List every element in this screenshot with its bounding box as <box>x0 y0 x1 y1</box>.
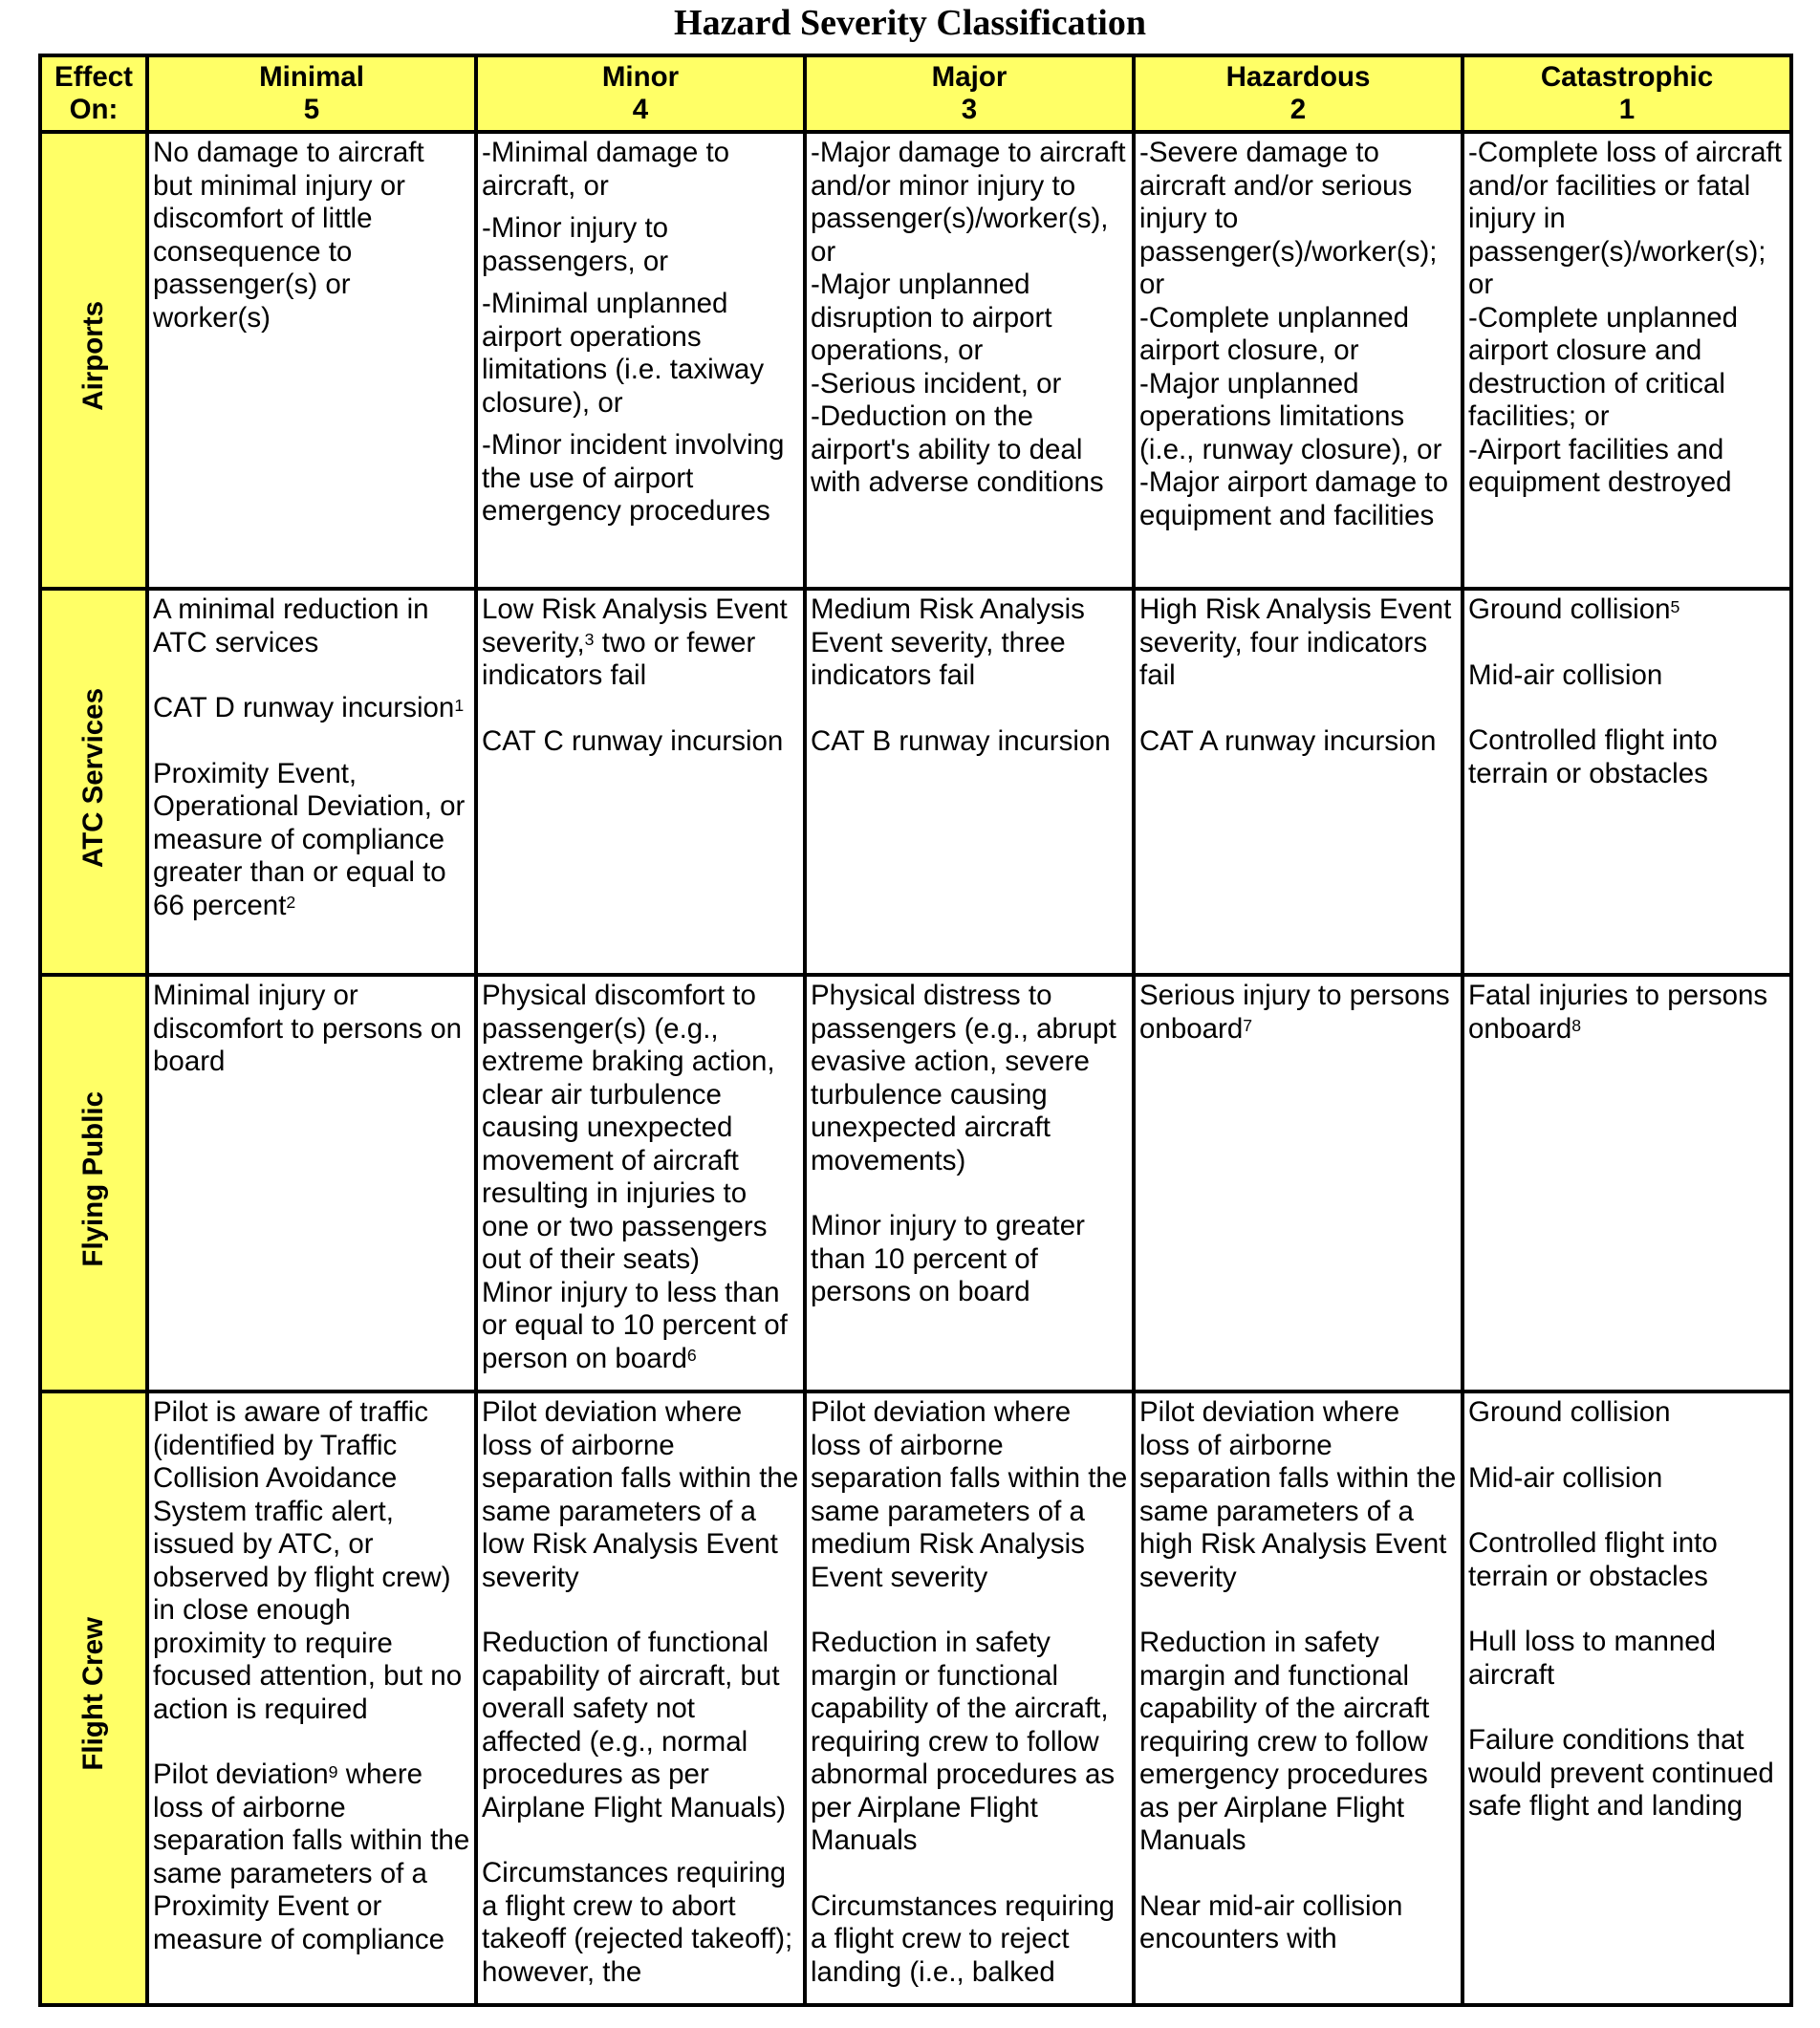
level-number: 1 <box>1618 94 1636 125</box>
row-airports <box>40 132 1791 589</box>
cell-crew-hazardous <box>1134 1392 1462 2005</box>
cell-text: Ground collision <box>1468 1396 1671 1428</box>
page-title: Hazard Severity Classification <box>674 3 1146 43</box>
footnote-ref: 3 <box>584 630 595 650</box>
cell-text: CAT B runway incursion <box>811 724 1111 757</box>
row-atc-services <box>40 589 1791 975</box>
row-label-airports: Airports <box>40 132 147 589</box>
cell-text: -Minor injury to passengers, or <box>482 212 677 277</box>
effect-on-header: Effect On: <box>40 55 147 132</box>
level-header-catastrophic <box>1462 55 1791 132</box>
level-name: Catastrophic <box>1540 61 1714 93</box>
cell-text: Failure conditions that would prevent continued safe flight and landing <box>1468 1724 1783 1822</box>
cell-text: -Minimal unplanned airport operations limitations (i.e. taxiway closure), or <box>482 288 772 419</box>
row-label-atc-services: ATC Services <box>40 589 147 975</box>
row-flight-crew <box>40 1392 1791 2005</box>
footnote-ref: 1 <box>454 695 465 715</box>
cell-text: -Minor incident involving the use of airport emergency procedures <box>482 429 792 527</box>
footnote-ref: 9 <box>328 1761 338 1781</box>
level-name: Hazardous <box>1225 61 1371 93</box>
level-name: Minimal <box>259 61 364 93</box>
level-number: 2 <box>1289 94 1307 125</box>
cell-atc-minimal <box>147 589 476 975</box>
cell-text: Pilot deviation where loss of airborne separation falls within the same parameters of a low Risk Analysis Event severity <box>482 1396 807 1593</box>
cell-airports-hazardous <box>1134 132 1462 589</box>
cell-text: Circumstances requiring a flight crew to reject landing (i.e., balked <box>811 1889 1123 1988</box>
level-header-minor <box>476 55 805 132</box>
cell-airports-catastrophic <box>1462 132 1791 589</box>
cell-public-major <box>805 975 1134 1392</box>
cell-text: Reduction of functional capability of aircraft, but overall safety not affected (e.g., normal procedures as per Airplane Flight Manuals) <box>482 1627 788 1823</box>
cell-text: -Major damage to aircraft and/or minor injury to passenger(s)/worker(s), or <box>811 137 1134 268</box>
cell-text: Controlled flight into terrain or obstacles <box>1468 1527 1725 1592</box>
cell-atc-catastrophic <box>1462 589 1791 975</box>
row-label-flying-public: Flying Public <box>40 975 147 1392</box>
cell-text: Mid-air collision <box>1468 658 1663 691</box>
cell-text: Physical discomfort to passenger(s) (e.g., extreme braking action, clear air turbulence causing unexpected movement of aircraft resulting in injuries to one or two passengers out of their seats) <box>482 980 783 1275</box>
cell-text: Minor injury to less than or equal to 10 percent of person on board$^6$ <box>482 1276 796 1374</box>
cell-text: Minimal injury or discomfort to persons on board <box>153 980 470 1077</box>
cell-text: -Minimal damage to aircraft, or <box>482 137 738 202</box>
cell-text: Low Risk Analysis Event severity,$^3$ two or fewer indicators fail <box>482 593 795 691</box>
footnote-ref: 2 <box>286 893 296 913</box>
row-flying-public <box>40 975 1791 1392</box>
cell-text: Serious injury to persons onboard$^7$ <box>1139 980 1458 1045</box>
cell-text: Hull loss to manned aircraft <box>1468 1626 1724 1691</box>
footnote-ref: 7 <box>1243 1016 1253 1036</box>
cell-text: Controlled flight into terrain or obstacles <box>1468 724 1725 789</box>
cell-text: CAT A runway incursion <box>1139 724 1437 757</box>
cell-crew-catastrophic <box>1462 1392 1791 2005</box>
cell-text: -Complete unplanned airport closure and destruction of critical facilities; or <box>1468 301 1746 432</box>
cell-text: Physical distress to passengers (e.g., abrupt evasive action, severe turbulence causing unexpected aircraft movements) <box>811 980 1124 1176</box>
cell-text: Reduction in safety margin or functional capability of the aircraft, requiring crew to follow abnormal procedures as per Airplane Flight Manuals <box>811 1627 1123 1856</box>
cell-text: Pilot deviation$^9$ where loss of airborne separation falls within the same parameters of a Proximity Event or measure of compliance <box>153 1758 478 1955</box>
level-header-minimal <box>147 55 476 132</box>
cell-public-minor <box>476 975 805 1392</box>
cell-text: -Deduction on the airport's ability to deal with adverse conditions <box>811 400 1104 498</box>
cell-airports-minimal <box>147 132 476 589</box>
level-number: 3 <box>961 94 978 125</box>
cell-public-minimal <box>147 975 476 1392</box>
cell-crew-major <box>805 1392 1134 2005</box>
level-header-major <box>805 55 1134 132</box>
cell-airports-minor <box>476 132 805 589</box>
cell-text: Minor injury to greater than 10 percent of persons on board <box>811 1210 1094 1307</box>
cell-text: -Complete unplanned airport closure, or <box>1139 301 1418 366</box>
cell-text: High Risk Analysis Event severity, four indicators fail <box>1139 593 1460 691</box>
cell-public-catastrophic <box>1462 975 1791 1392</box>
cell-text: -Major unplanned operations limitations (i.e., runway closure), or <box>1139 367 1442 465</box>
cell-text: Medium Risk Analysis Event severity, three indicators fail <box>811 593 1094 691</box>
header-row <box>40 55 1791 132</box>
cell-atc-major <box>805 589 1134 975</box>
cell-text: -Major unplanned disruption to airport operations, or <box>811 269 1060 366</box>
cell-atc-hazardous <box>1134 589 1462 975</box>
cell-text: Pilot is aware of traffic (identified by Traffic Collision Avoidance System traffic alert, issued by ATC, or observed by flight crew) in close enough proximity to require focused attention, but no action is required <box>153 1396 470 1725</box>
cell-text: Pilot deviation where loss of airborne separation falls within the same parameters of a medium Risk Analysis Event severity <box>811 1396 1136 1593</box>
cell-text: -Airport facilities and equipment destroyed <box>1468 433 1732 498</box>
cell-text: Pilot deviation where loss of airborne separation falls within the same parameters of a high Risk Analysis Event severity <box>1139 1396 1464 1593</box>
cell-text: Fatal injuries to persons onboard$^8$ <box>1468 980 1776 1045</box>
footnote-ref: 5 <box>1670 596 1680 616</box>
footnote-ref: 8 <box>1571 1016 1582 1036</box>
cell-text: Reduction in safety margin and functional capability of the aircraft requiring crew to follow emergency procedures as per Airplane Flight Manuals <box>1139 1627 1438 1856</box>
level-number: 5 <box>303 94 320 125</box>
cell-text: -Severe damage to aircraft and/or serious injury to passenger(s)/worker(s); or <box>1139 137 1445 300</box>
cell-text: -Major airport damage to equipment and facilities <box>1139 466 1457 531</box>
level-header-hazardous <box>1134 55 1462 132</box>
cell-text: Ground collision$^5$ <box>1468 593 1680 625</box>
hazard-severity-table <box>38 54 1793 2007</box>
level-name: Major <box>931 61 1008 93</box>
cell-crew-minor <box>476 1392 805 2005</box>
cell-text: -Serious incident, or <box>811 367 1062 399</box>
footnote-ref: 6 <box>686 1346 697 1366</box>
cell-text: Mid-air collision <box>1468 1461 1663 1494</box>
cell-text: Circumstances requiring a flight crew to abort takeoff (rejected takeoff); however, the <box>482 1857 801 1988</box>
row-label-flight-crew: Flight Crew <box>40 1392 147 2005</box>
cell-text: CAT C runway incursion <box>482 724 784 757</box>
level-name: Minor <box>601 61 680 93</box>
cell-text: -Complete loss of aircraft and/or facilities or fatal injury in passenger(s)/worker(s); or <box>1468 137 1790 300</box>
cell-text: CAT D runway incursion$^1$ <box>153 692 465 723</box>
level-number: 4 <box>632 94 649 125</box>
cell-atc-minor <box>476 589 805 975</box>
cell-text: Near mid-air collision encounters with <box>1139 1889 1411 1954</box>
cell-airports-major <box>805 132 1134 589</box>
cell-text: No damage to aircraft but minimal injury or discomfort of little consequence to passenger(s) or worker(s) <box>153 137 432 334</box>
cell-crew-minimal <box>147 1392 476 2005</box>
cell-text: A minimal reduction in ATC services <box>153 593 436 658</box>
cell-text: Proximity Event, Operational Deviation, or measure of compliance greater than or equal to 66 percent$^2$ <box>153 757 473 921</box>
cell-public-hazardous <box>1134 975 1462 1392</box>
